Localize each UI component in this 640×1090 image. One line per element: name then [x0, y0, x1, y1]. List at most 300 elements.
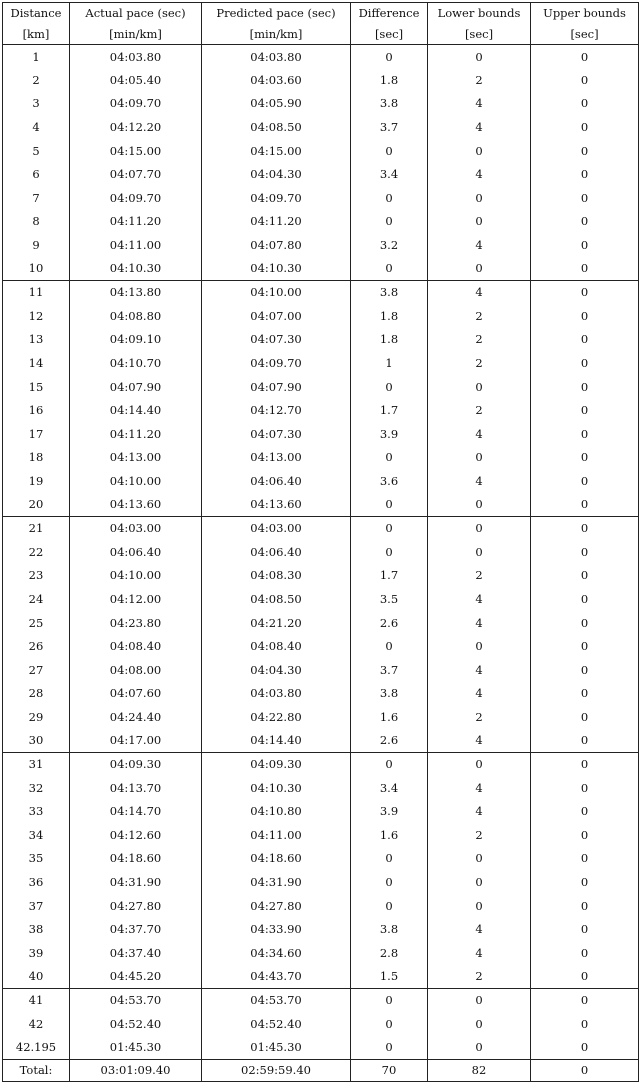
- actual-pace-cell: 04:08.00: [70, 658, 202, 682]
- table-row: [3, 941, 639, 965]
- difference-cell: 1.8: [351, 68, 428, 92]
- upper-bound-cell: 0: [531, 894, 639, 918]
- actual-pace-cell: 04:03.00: [70, 516, 202, 540]
- difference-cell: 0: [351, 45, 428, 69]
- pace-table: [2, 2, 639, 1082]
- lower-bound-cell: 2: [428, 705, 531, 729]
- actual-pace-cell: 04:11.00: [70, 233, 202, 257]
- predicted-pace-cell: 04:12.70: [202, 398, 351, 422]
- table-row: [3, 894, 639, 918]
- upper-bound-cell: 0: [531, 233, 639, 257]
- difference-cell: 0: [351, 210, 428, 234]
- upper-bound-cell: 0: [531, 280, 639, 304]
- actual-pace-cell: 04:53.70: [70, 988, 202, 1012]
- upper-bound-cell: 0: [531, 45, 639, 69]
- table-row: [3, 233, 639, 257]
- upper-bound-cell: 0: [531, 917, 639, 941]
- predicted-pace-cell: 04:07.30: [202, 328, 351, 352]
- distance-cell: 19: [3, 469, 70, 493]
- lower-bound-cell: 0: [428, 257, 531, 281]
- upper-bound-cell: 0: [531, 752, 639, 776]
- total-predicted-pace-cell: 02:59:59.40: [202, 1059, 351, 1081]
- actual-pace-cell: 04:08.40: [70, 634, 202, 658]
- table-row: [3, 398, 639, 422]
- predicted-pace-cell: 04:03.80: [202, 45, 351, 69]
- lower-bound-cell: 4: [428, 729, 531, 753]
- predicted-pace-cell: 04:07.90: [202, 375, 351, 399]
- table-row: [3, 776, 639, 800]
- difference-cell: 3.6: [351, 469, 428, 493]
- difference-cell: 0: [351, 516, 428, 540]
- distance-cell: 32: [3, 776, 70, 800]
- upper-bound-cell: 0: [531, 1012, 639, 1036]
- table-row: [3, 847, 639, 871]
- lower-bound-cell: 4: [428, 469, 531, 493]
- distance-cell: 33: [3, 800, 70, 824]
- predicted-pace-cell: 04:04.30: [202, 162, 351, 186]
- actual-pace-cell: 04:18.60: [70, 847, 202, 871]
- lower-bound-cell: 0: [428, 540, 531, 564]
- distance-cell: 26: [3, 634, 70, 658]
- lower-bound-cell: 0: [428, 139, 531, 163]
- lower-bound-cell: 0: [428, 186, 531, 210]
- predicted-pace-cell: 04:04.30: [202, 658, 351, 682]
- table-row: [3, 280, 639, 304]
- distance-cell: 10: [3, 257, 70, 281]
- lower-bound-cell: 4: [428, 422, 531, 446]
- difference-cell: 3.9: [351, 422, 428, 446]
- header-upper-bounds: Upper bounds: [531, 3, 639, 24]
- difference-cell: 0: [351, 1035, 428, 1059]
- lower-bound-cell: 4: [428, 682, 531, 706]
- difference-cell: 1.5: [351, 965, 428, 989]
- upper-bound-cell: 0: [531, 68, 639, 92]
- distance-cell: 29: [3, 705, 70, 729]
- difference-cell: 0: [351, 257, 428, 281]
- unit-predicted-pace: [min/km]: [202, 24, 351, 45]
- predicted-pace-cell: 04:06.40: [202, 469, 351, 493]
- predicted-pace-cell: 04:14.40: [202, 729, 351, 753]
- actual-pace-cell: 04:37.40: [70, 941, 202, 965]
- actual-pace-cell: 04:11.20: [70, 422, 202, 446]
- table-row: [3, 540, 639, 564]
- predicted-pace-cell: 04:03.80: [202, 682, 351, 706]
- difference-cell: 2.8: [351, 941, 428, 965]
- difference-cell: 0: [351, 186, 428, 210]
- predicted-pace-cell: 04:27.80: [202, 894, 351, 918]
- unit-difference: [sec]: [351, 24, 428, 45]
- distance-cell: 23: [3, 564, 70, 588]
- lower-bound-cell: 2: [428, 398, 531, 422]
- unit-upper-bounds: [sec]: [531, 24, 639, 45]
- actual-pace-cell: 04:14.40: [70, 398, 202, 422]
- lower-bound-cell: 4: [428, 92, 531, 116]
- distance-cell: 41: [3, 988, 70, 1012]
- lower-bound-cell: 2: [428, 304, 531, 328]
- total-row: [3, 1059, 639, 1081]
- actual-pace-cell: 04:13.60: [70, 493, 202, 517]
- distance-cell: 42.195: [3, 1035, 70, 1059]
- upper-bound-cell: 0: [531, 729, 639, 753]
- actual-pace-cell: 04:05.40: [70, 68, 202, 92]
- difference-cell: 2.6: [351, 729, 428, 753]
- table-row: [3, 493, 639, 517]
- distance-cell: 5: [3, 139, 70, 163]
- predicted-pace-cell: 04:08.30: [202, 564, 351, 588]
- upper-bound-cell: 0: [531, 422, 639, 446]
- distance-cell: 21: [3, 516, 70, 540]
- lower-bound-cell: 0: [428, 45, 531, 69]
- distance-cell: 35: [3, 847, 70, 871]
- upper-bound-cell: 0: [531, 965, 639, 989]
- upper-bound-cell: 0: [531, 682, 639, 706]
- difference-cell: 0: [351, 540, 428, 564]
- header-distance: Distance: [3, 3, 70, 24]
- difference-cell: 0: [351, 139, 428, 163]
- predicted-pace-cell: 04:11.00: [202, 823, 351, 847]
- upper-bound-cell: 0: [531, 257, 639, 281]
- table-row: [3, 823, 639, 847]
- table-row: [3, 965, 639, 989]
- upper-bound-cell: 0: [531, 847, 639, 871]
- actual-pace-cell: 04:10.00: [70, 469, 202, 493]
- predicted-pace-cell: 04:03.00: [202, 516, 351, 540]
- distance-cell: 18: [3, 446, 70, 470]
- difference-cell: 2.6: [351, 611, 428, 635]
- upper-bound-cell: 0: [531, 92, 639, 116]
- lower-bound-cell: 0: [428, 752, 531, 776]
- predicted-pace-cell: 04:08.40: [202, 634, 351, 658]
- predicted-pace-cell: 04:10.80: [202, 800, 351, 824]
- upper-bound-cell: 0: [531, 823, 639, 847]
- difference-cell: 3.8: [351, 92, 428, 116]
- table-row: [3, 658, 639, 682]
- distance-cell: 38: [3, 917, 70, 941]
- difference-cell: 0: [351, 634, 428, 658]
- distance-cell: 30: [3, 729, 70, 753]
- actual-pace-cell: 04:12.20: [70, 115, 202, 139]
- distance-cell: 4: [3, 115, 70, 139]
- predicted-pace-cell: 04:09.70: [202, 351, 351, 375]
- distance-cell: 12: [3, 304, 70, 328]
- unit-actual-pace: [min/km]: [70, 24, 202, 45]
- table-header: [3, 3, 639, 45]
- lower-bound-cell: 0: [428, 375, 531, 399]
- upper-bound-cell: 0: [531, 469, 639, 493]
- lower-bound-cell: 4: [428, 917, 531, 941]
- lower-bound-cell: 4: [428, 776, 531, 800]
- lower-bound-cell: 2: [428, 564, 531, 588]
- actual-pace-cell: 04:52.40: [70, 1012, 202, 1036]
- distance-cell: 1: [3, 45, 70, 69]
- lower-bound-cell: 0: [428, 870, 531, 894]
- table-row: [3, 446, 639, 470]
- predicted-pace-cell: 04:31.90: [202, 870, 351, 894]
- difference-cell: 1.8: [351, 304, 428, 328]
- predicted-pace-cell: 04:13.60: [202, 493, 351, 517]
- table-row: [3, 139, 639, 163]
- upper-bound-cell: 0: [531, 800, 639, 824]
- upper-bound-cell: 0: [531, 1035, 639, 1059]
- difference-cell: 3.8: [351, 682, 428, 706]
- table-row: [3, 351, 639, 375]
- difference-cell: 3.5: [351, 587, 428, 611]
- lower-bound-cell: 2: [428, 965, 531, 989]
- distance-cell: 36: [3, 870, 70, 894]
- actual-pace-cell: 04:12.60: [70, 823, 202, 847]
- lower-bound-cell: 0: [428, 1035, 531, 1059]
- difference-cell: 3.8: [351, 280, 428, 304]
- predicted-pace-cell: 04:22.80: [202, 705, 351, 729]
- difference-cell: 0: [351, 446, 428, 470]
- upper-bound-cell: 0: [531, 941, 639, 965]
- upper-bound-cell: 0: [531, 705, 639, 729]
- upper-bound-cell: 0: [531, 139, 639, 163]
- upper-bound-cell: 0: [531, 162, 639, 186]
- table-row: [3, 257, 639, 281]
- predicted-pace-cell: 01:45.30: [202, 1035, 351, 1059]
- distance-cell: 42: [3, 1012, 70, 1036]
- upper-bound-cell: 0: [531, 988, 639, 1012]
- actual-pace-cell: 04:11.20: [70, 210, 202, 234]
- difference-cell: 1.7: [351, 564, 428, 588]
- predicted-pace-cell: 04:52.40: [202, 1012, 351, 1036]
- upper-bound-cell: 0: [531, 446, 639, 470]
- predicted-pace-cell: 04:07.80: [202, 233, 351, 257]
- table-row: [3, 1035, 639, 1059]
- table-row: [3, 729, 639, 753]
- difference-cell: 3.9: [351, 800, 428, 824]
- actual-pace-cell: 04:10.70: [70, 351, 202, 375]
- lower-bound-cell: 0: [428, 988, 531, 1012]
- upper-bound-cell: 0: [531, 304, 639, 328]
- lower-bound-cell: 4: [428, 233, 531, 257]
- header-lower-bounds: Lower bounds: [428, 3, 531, 24]
- predicted-pace-cell: 04:10.00: [202, 280, 351, 304]
- distance-cell: 31: [3, 752, 70, 776]
- upper-bound-cell: 0: [531, 564, 639, 588]
- total-actual-pace-cell: 03:01:09.40: [70, 1059, 202, 1081]
- lower-bound-cell: 4: [428, 162, 531, 186]
- difference-cell: 0: [351, 493, 428, 517]
- distance-cell: 11: [3, 280, 70, 304]
- table-row: [3, 115, 639, 139]
- difference-cell: 0: [351, 847, 428, 871]
- distance-cell: 39: [3, 941, 70, 965]
- distance-cell: 2: [3, 68, 70, 92]
- distance-cell: 16: [3, 398, 70, 422]
- table-row: [3, 917, 639, 941]
- distance-cell: 7: [3, 186, 70, 210]
- header-difference: Difference: [351, 3, 428, 24]
- distance-cell: 37: [3, 894, 70, 918]
- total-lower-bound-cell: 82: [428, 1059, 531, 1081]
- distance-cell: 20: [3, 493, 70, 517]
- upper-bound-cell: 0: [531, 186, 639, 210]
- distance-cell: 17: [3, 422, 70, 446]
- distance-cell: 40: [3, 965, 70, 989]
- table-row: [3, 564, 639, 588]
- actual-pace-cell: 04:10.30: [70, 257, 202, 281]
- actual-pace-cell: 04:27.80: [70, 894, 202, 918]
- upper-bound-cell: 0: [531, 658, 639, 682]
- table-row: [3, 162, 639, 186]
- table-row: [3, 870, 639, 894]
- upper-bound-cell: 0: [531, 398, 639, 422]
- upper-bound-cell: 0: [531, 870, 639, 894]
- header-predicted-pace: Predicted pace (sec): [202, 3, 351, 24]
- predicted-pace-cell: 04:10.30: [202, 776, 351, 800]
- difference-cell: 3.7: [351, 658, 428, 682]
- table-row: [3, 682, 639, 706]
- difference-cell: 0: [351, 375, 428, 399]
- actual-pace-cell: 04:03.80: [70, 45, 202, 69]
- header-actual-pace: Actual pace (sec): [70, 3, 202, 24]
- table-body: [3, 45, 639, 1082]
- total-upper-bound-cell: 0: [531, 1059, 639, 1081]
- actual-pace-cell: 01:45.30: [70, 1035, 202, 1059]
- distance-cell: 27: [3, 658, 70, 682]
- table-row: [3, 68, 639, 92]
- distance-cell: 25: [3, 611, 70, 635]
- predicted-pace-cell: 04:43.70: [202, 965, 351, 989]
- header-title-row: [3, 3, 639, 24]
- actual-pace-cell: 04:09.10: [70, 328, 202, 352]
- lower-bound-cell: 4: [428, 658, 531, 682]
- distance-cell: 6: [3, 162, 70, 186]
- distance-cell: 15: [3, 375, 70, 399]
- predicted-pace-cell: 04:03.60: [202, 68, 351, 92]
- upper-bound-cell: 0: [531, 587, 639, 611]
- table-row: [3, 611, 639, 635]
- difference-cell: 0: [351, 1012, 428, 1036]
- actual-pace-cell: 04:09.70: [70, 92, 202, 116]
- table-row: [3, 800, 639, 824]
- difference-cell: 0: [351, 988, 428, 1012]
- actual-pace-cell: 04:12.00: [70, 587, 202, 611]
- actual-pace-cell: 04:13.70: [70, 776, 202, 800]
- actual-pace-cell: 04:24.40: [70, 705, 202, 729]
- difference-cell: 0: [351, 870, 428, 894]
- lower-bound-cell: 4: [428, 800, 531, 824]
- predicted-pace-cell: 04:08.50: [202, 587, 351, 611]
- unit-lower-bounds: [sec]: [428, 24, 531, 45]
- table-row: [3, 516, 639, 540]
- upper-bound-cell: 0: [531, 493, 639, 517]
- upper-bound-cell: 0: [531, 328, 639, 352]
- lower-bound-cell: 4: [428, 280, 531, 304]
- table-row: [3, 304, 639, 328]
- table-row: [3, 422, 639, 446]
- table-row: [3, 988, 639, 1012]
- lower-bound-cell: 0: [428, 1012, 531, 1036]
- table-row: [3, 705, 639, 729]
- total-difference-cell: 70: [351, 1059, 428, 1081]
- predicted-pace-cell: 04:21.20: [202, 611, 351, 635]
- lower-bound-cell: 2: [428, 68, 531, 92]
- distance-cell: 34: [3, 823, 70, 847]
- predicted-pace-cell: 04:06.40: [202, 540, 351, 564]
- difference-cell: 3.2: [351, 233, 428, 257]
- upper-bound-cell: 0: [531, 115, 639, 139]
- predicted-pace-cell: 04:10.30: [202, 257, 351, 281]
- actual-pace-cell: 04:45.20: [70, 965, 202, 989]
- table-row: [3, 92, 639, 116]
- difference-cell: 0: [351, 752, 428, 776]
- lower-bound-cell: 0: [428, 847, 531, 871]
- predicted-pace-cell: 04:18.60: [202, 847, 351, 871]
- predicted-pace-cell: 04:09.30: [202, 752, 351, 776]
- distance-cell: 8: [3, 210, 70, 234]
- actual-pace-cell: 04:13.00: [70, 446, 202, 470]
- actual-pace-cell: 04:07.60: [70, 682, 202, 706]
- lower-bound-cell: 4: [428, 115, 531, 139]
- lower-bound-cell: 2: [428, 823, 531, 847]
- table-row: [3, 1012, 639, 1036]
- actual-pace-cell: 04:17.00: [70, 729, 202, 753]
- predicted-pace-cell: 04:53.70: [202, 988, 351, 1012]
- lower-bound-cell: 0: [428, 493, 531, 517]
- distance-cell: 13: [3, 328, 70, 352]
- predicted-pace-cell: 04:05.90: [202, 92, 351, 116]
- difference-cell: 1.6: [351, 705, 428, 729]
- upper-bound-cell: 0: [531, 634, 639, 658]
- difference-cell: 3.4: [351, 162, 428, 186]
- actual-pace-cell: 04:23.80: [70, 611, 202, 635]
- predicted-pace-cell: 04:07.30: [202, 422, 351, 446]
- distance-cell: 9: [3, 233, 70, 257]
- table-row: [3, 469, 639, 493]
- total-distance-cell: Total:: [3, 1059, 70, 1081]
- distance-cell: 28: [3, 682, 70, 706]
- distance-cell: 24: [3, 587, 70, 611]
- table-row: [3, 375, 639, 399]
- actual-pace-cell: 04:06.40: [70, 540, 202, 564]
- upper-bound-cell: 0: [531, 776, 639, 800]
- table-row: [3, 328, 639, 352]
- difference-cell: 3.4: [351, 776, 428, 800]
- table-row: [3, 587, 639, 611]
- upper-bound-cell: 0: [531, 611, 639, 635]
- distance-cell: 14: [3, 351, 70, 375]
- table-row: [3, 634, 639, 658]
- distance-cell: 3: [3, 92, 70, 116]
- lower-bound-cell: 0: [428, 516, 531, 540]
- difference-cell: 1.8: [351, 328, 428, 352]
- lower-bound-cell: 4: [428, 611, 531, 635]
- actual-pace-cell: 04:31.90: [70, 870, 202, 894]
- upper-bound-cell: 0: [531, 540, 639, 564]
- lower-bound-cell: 4: [428, 941, 531, 965]
- actual-pace-cell: 04:15.00: [70, 139, 202, 163]
- lower-bound-cell: 0: [428, 210, 531, 234]
- header-unit-row: [3, 24, 639, 45]
- actual-pace-cell: 04:13.80: [70, 280, 202, 304]
- lower-bound-cell: 2: [428, 351, 531, 375]
- table-row: [3, 210, 639, 234]
- actual-pace-cell: 04:37.70: [70, 917, 202, 941]
- table-row: [3, 752, 639, 776]
- difference-cell: 1: [351, 351, 428, 375]
- predicted-pace-cell: 04:07.00: [202, 304, 351, 328]
- predicted-pace-cell: 04:08.50: [202, 115, 351, 139]
- actual-pace-cell: 04:07.70: [70, 162, 202, 186]
- actual-pace-cell: 04:09.70: [70, 186, 202, 210]
- upper-bound-cell: 0: [531, 516, 639, 540]
- difference-cell: 1.7: [351, 398, 428, 422]
- predicted-pace-cell: 04:09.70: [202, 186, 351, 210]
- difference-cell: 1.6: [351, 823, 428, 847]
